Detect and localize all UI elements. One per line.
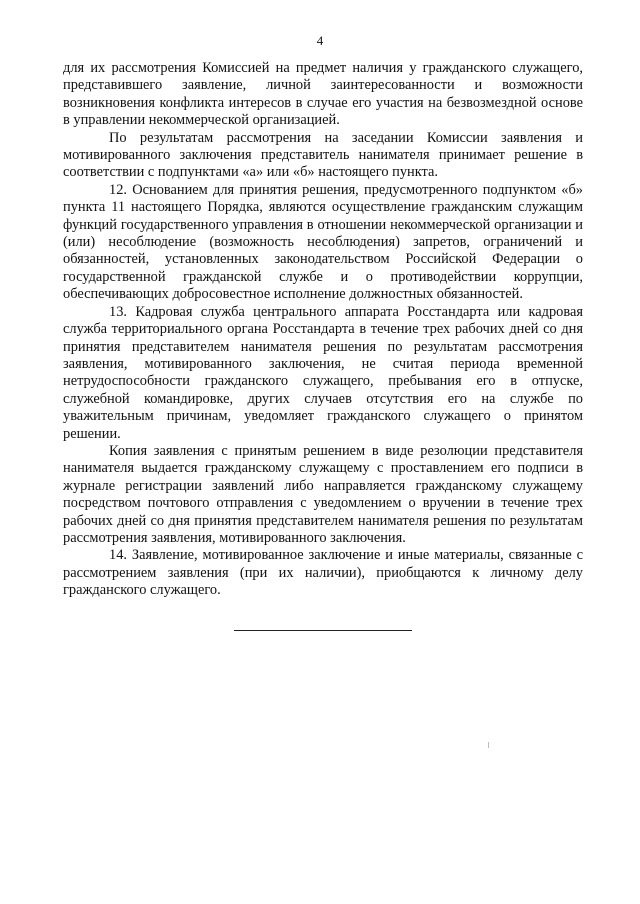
end-of-text-rule — [234, 630, 412, 631]
paragraph-item-12: 12. Основанием для принятия решения, предусмотренного подпунктом «б» пункта 11 настоящего Порядка, являются осуществление гражданским служащим функций государственного управления в отношении некоммерческой организации и (или) несоблюдение (возможность несоблюдения) запретов, ограничений и обязанностей, установленных законодательством Российской Федерации о государственной гражданской службе и о противодействии коррупции, обеспечивающих добросовестное исполнение должностных обязанностей. — [63, 181, 583, 303]
paragraph-item-13: 13. Кадровая служба центрального аппарата Росстандарта или кадровая служба территориального органа Росстандарта в течение трех рабочих дней со дня принятия представителем нанимателя решения по результатам рассмотрения заявления, мотивированного заключения, не считая периода временной нетрудоспособности гражданского служащего, пребывания его в отпуске, служебной командировке, других случаев отсутствия его на службе по уважительным причинам, уведомляет гражданского служащего о принятом решении. — [63, 303, 583, 442]
document-body — [63, 60, 583, 600]
paragraph-item-14: 14. Заявление, мотивированное заключение и иные материалы, связанные с рассмотрением заявления (при их наличии), приобщаются к личному делу гражданского служащего. — [63, 547, 583, 599]
scan-speck — [488, 742, 489, 748]
paragraph-continuation: для их рассмотрения Комиссией на предмет наличия у гражданского служащего, представившего заявление, личной заинтересованности и возможности возникновения конфликта интересов в случае его участия на безвозмездной основе в управлении некоммерческой организацией. — [63, 60, 583, 129]
page-number: 4 — [316, 33, 324, 48]
paragraph-commission-decision: По результатам рассмотрения на заседании Комиссии заявления и мотивированного заключения представитель нанимателя принимает решение в соответствии с подпунктами «а» или «б» настоящего пункта. — [63, 129, 583, 181]
paragraph-copy-of-application: Копия заявления с принятым решением в виде резолюции представителя нанимателя выдается гражданскому служащему с проставлением его подписи в журнале регистрации заявлений либо направляется гражданскому служащему посредством почтового отправления с уведомлением о вручении в течение трех рабочих дней со дня принятия представителем нанимателя решения по результатам рассмотрения заявления, мотивированного заключения. — [63, 442, 583, 546]
